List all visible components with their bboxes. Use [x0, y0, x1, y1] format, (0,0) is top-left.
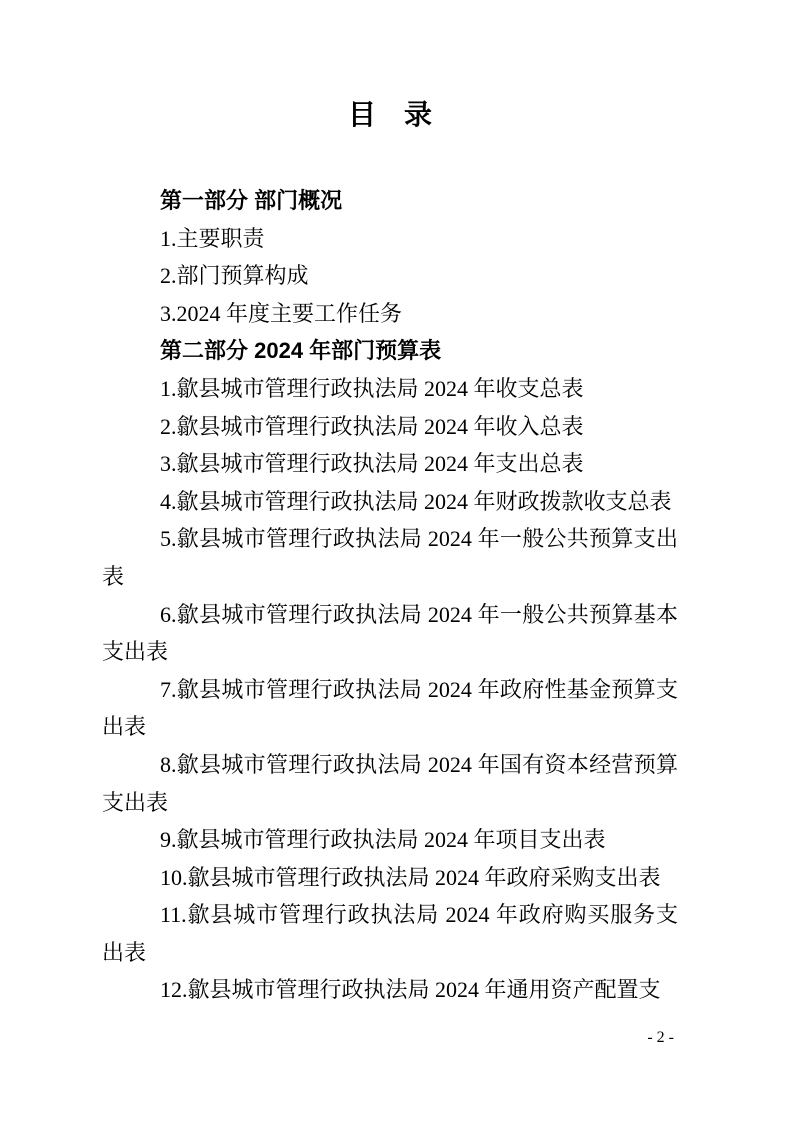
toc-item-part1-3: 3.2024 年度主要工作任务: [160, 300, 403, 326]
toc-item-part2-5: 5.歙县城市管理行政执法局 2024 年一般公共预算支出表: [102, 526, 678, 589]
page-title: 目 录: [347, 99, 432, 130]
toc-content: [102, 96, 678, 1009]
toc-item-part1-1: 1.主要职责: [160, 225, 265, 251]
section-heading-part1: 第一部分 部门概况: [160, 188, 343, 213]
page-number: - 2 -: [647, 1029, 674, 1046]
toc-item-part2-3: 3.歙县城市管理行政执法局 2024 年支出总表: [160, 451, 584, 477]
toc-item-part2-7: 7.歙县城市管理行政执法局 2024 年政府性基金预算支出表: [102, 676, 678, 740]
toc-item-part2-4: 4.歙县城市管理行政执法局 2024 年财政拨款收支总表: [160, 488, 672, 514]
toc-item-part2-8: 8.歙县城市管理行政执法局 2024 年国有资本经营预算支出表: [102, 751, 678, 815]
toc-item-part2-2: 2.歙县城市管理行政执法局 2024 年收入总表: [160, 413, 584, 439]
toc-item-part2-12: 12.歙县城市管理行政执法局 2024 年通用资产配置支: [160, 977, 661, 1003]
toc-item-part2-10: 10.歙县城市管理行政执法局 2024 年政府采购支出表: [160, 864, 661, 890]
toc-item-part1-2: 2.部门预算构成: [160, 263, 309, 289]
toc-item-part2-9: 9.歙县城市管理行政执法局 2024 年项目支出表: [160, 827, 606, 853]
section-heading-part2: 第二部分 2024 年部门预算表: [160, 338, 442, 364]
toc-item-part2-11: 11.歙县城市管理行政执法局 2024 年政府购买服务支出表: [102, 902, 678, 965]
toc-item-part2-6: 6.歙县城市管理行政执法局 2024 年一般公共预算基本支出表: [102, 601, 678, 665]
toc-item-part2-1: 1.歙县城市管理行政执法局 2024 年收支总表: [160, 375, 584, 401]
